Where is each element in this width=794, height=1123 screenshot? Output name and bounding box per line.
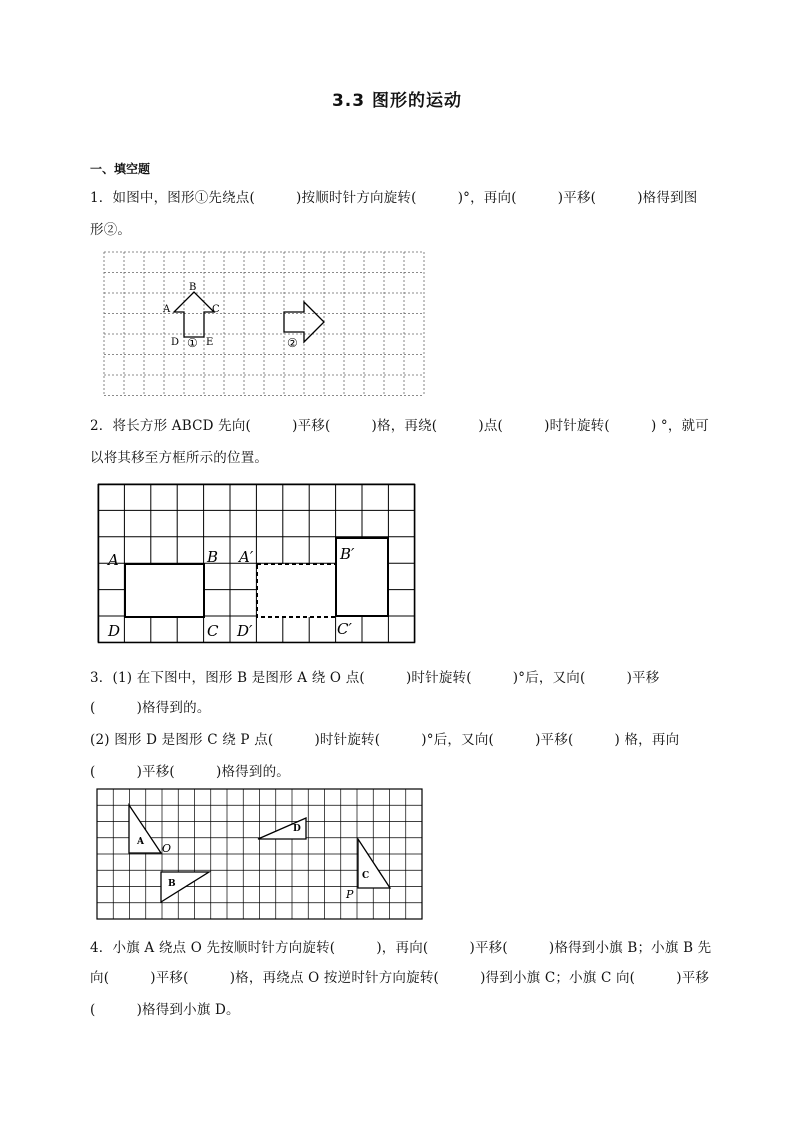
q2-line1: 2．将长方形 ABCD 先向( )平移( )格，再绕( )点( )时针旋转( ) °，就可 (90, 418, 709, 434)
q1-line1: 1．如图中，图形①先绕点( )按顺时针方向旋转( )°，再向( )平移( )格得到图 (90, 190, 698, 206)
label-b: B (207, 548, 219, 566)
q4-line2: 向( )平移( )格，再绕点 O 按逆时针方向旋转( )得到小旗 C；小旗 C 向( )平移 (90, 970, 710, 986)
label-e: E (206, 337, 214, 348)
q3-grid-figure (96, 788, 426, 923)
label-a: A (108, 551, 119, 569)
label-b: B (168, 879, 176, 889)
q1-line2: 形②。 (90, 222, 132, 238)
q1-grid-figure (100, 250, 430, 400)
label-shape-1: ① (187, 336, 198, 350)
section-heading: 一、填空题 (90, 162, 151, 176)
label-a: A (137, 837, 144, 847)
label-d: D (108, 622, 121, 640)
label-c-prime: C′ (337, 620, 352, 638)
label-c: C (212, 304, 220, 315)
q3-line4: ( )平移( )格得到的。 (90, 764, 290, 780)
rectangle-abcd (125, 564, 204, 617)
label-p: P (346, 888, 354, 901)
label-o: O (162, 842, 172, 855)
shape-1-arrow (174, 292, 214, 337)
q3-line2: ( )格得到的。 (90, 700, 211, 716)
label-d: D (293, 824, 301, 834)
q4-line3: ( )格得到小旗 D。 (90, 1002, 240, 1018)
dashed-frame (257, 564, 336, 617)
triangle-a (129, 805, 161, 853)
label-b-prime: B′ (340, 545, 355, 563)
label-shape-2: ② (287, 336, 298, 350)
label-c: C (207, 622, 219, 640)
q3-line3: (2) 图形 D 是图形 C 绕 P 点( )时针旋转( )°后，又向( )平移( ) 格，再向 (90, 732, 680, 748)
q2-line2: 以将其移至方框所示的位置。 (90, 450, 269, 466)
label-d: D (171, 337, 180, 348)
label-d-prime: D′ (237, 622, 253, 640)
q2-grid-figure (98, 484, 418, 644)
q3-line1: 3．(1) 在下图中，图形 B 是图形 A 绕 O 点( )时针旋转( )°后，又向( )平移 (90, 670, 660, 686)
q4-line1: 4．小旗 A 绕点 O 先按顺时针方向旋转( )，再向( )平移( )格得到小旗 B；小旗 B 先 (90, 940, 712, 956)
label-c: C (362, 871, 370, 881)
label-a-prime: A′ (239, 548, 254, 566)
label-a: A (163, 304, 171, 315)
label-b: B (189, 282, 197, 293)
page-title: 3.3 图形的运动 (331, 91, 463, 111)
